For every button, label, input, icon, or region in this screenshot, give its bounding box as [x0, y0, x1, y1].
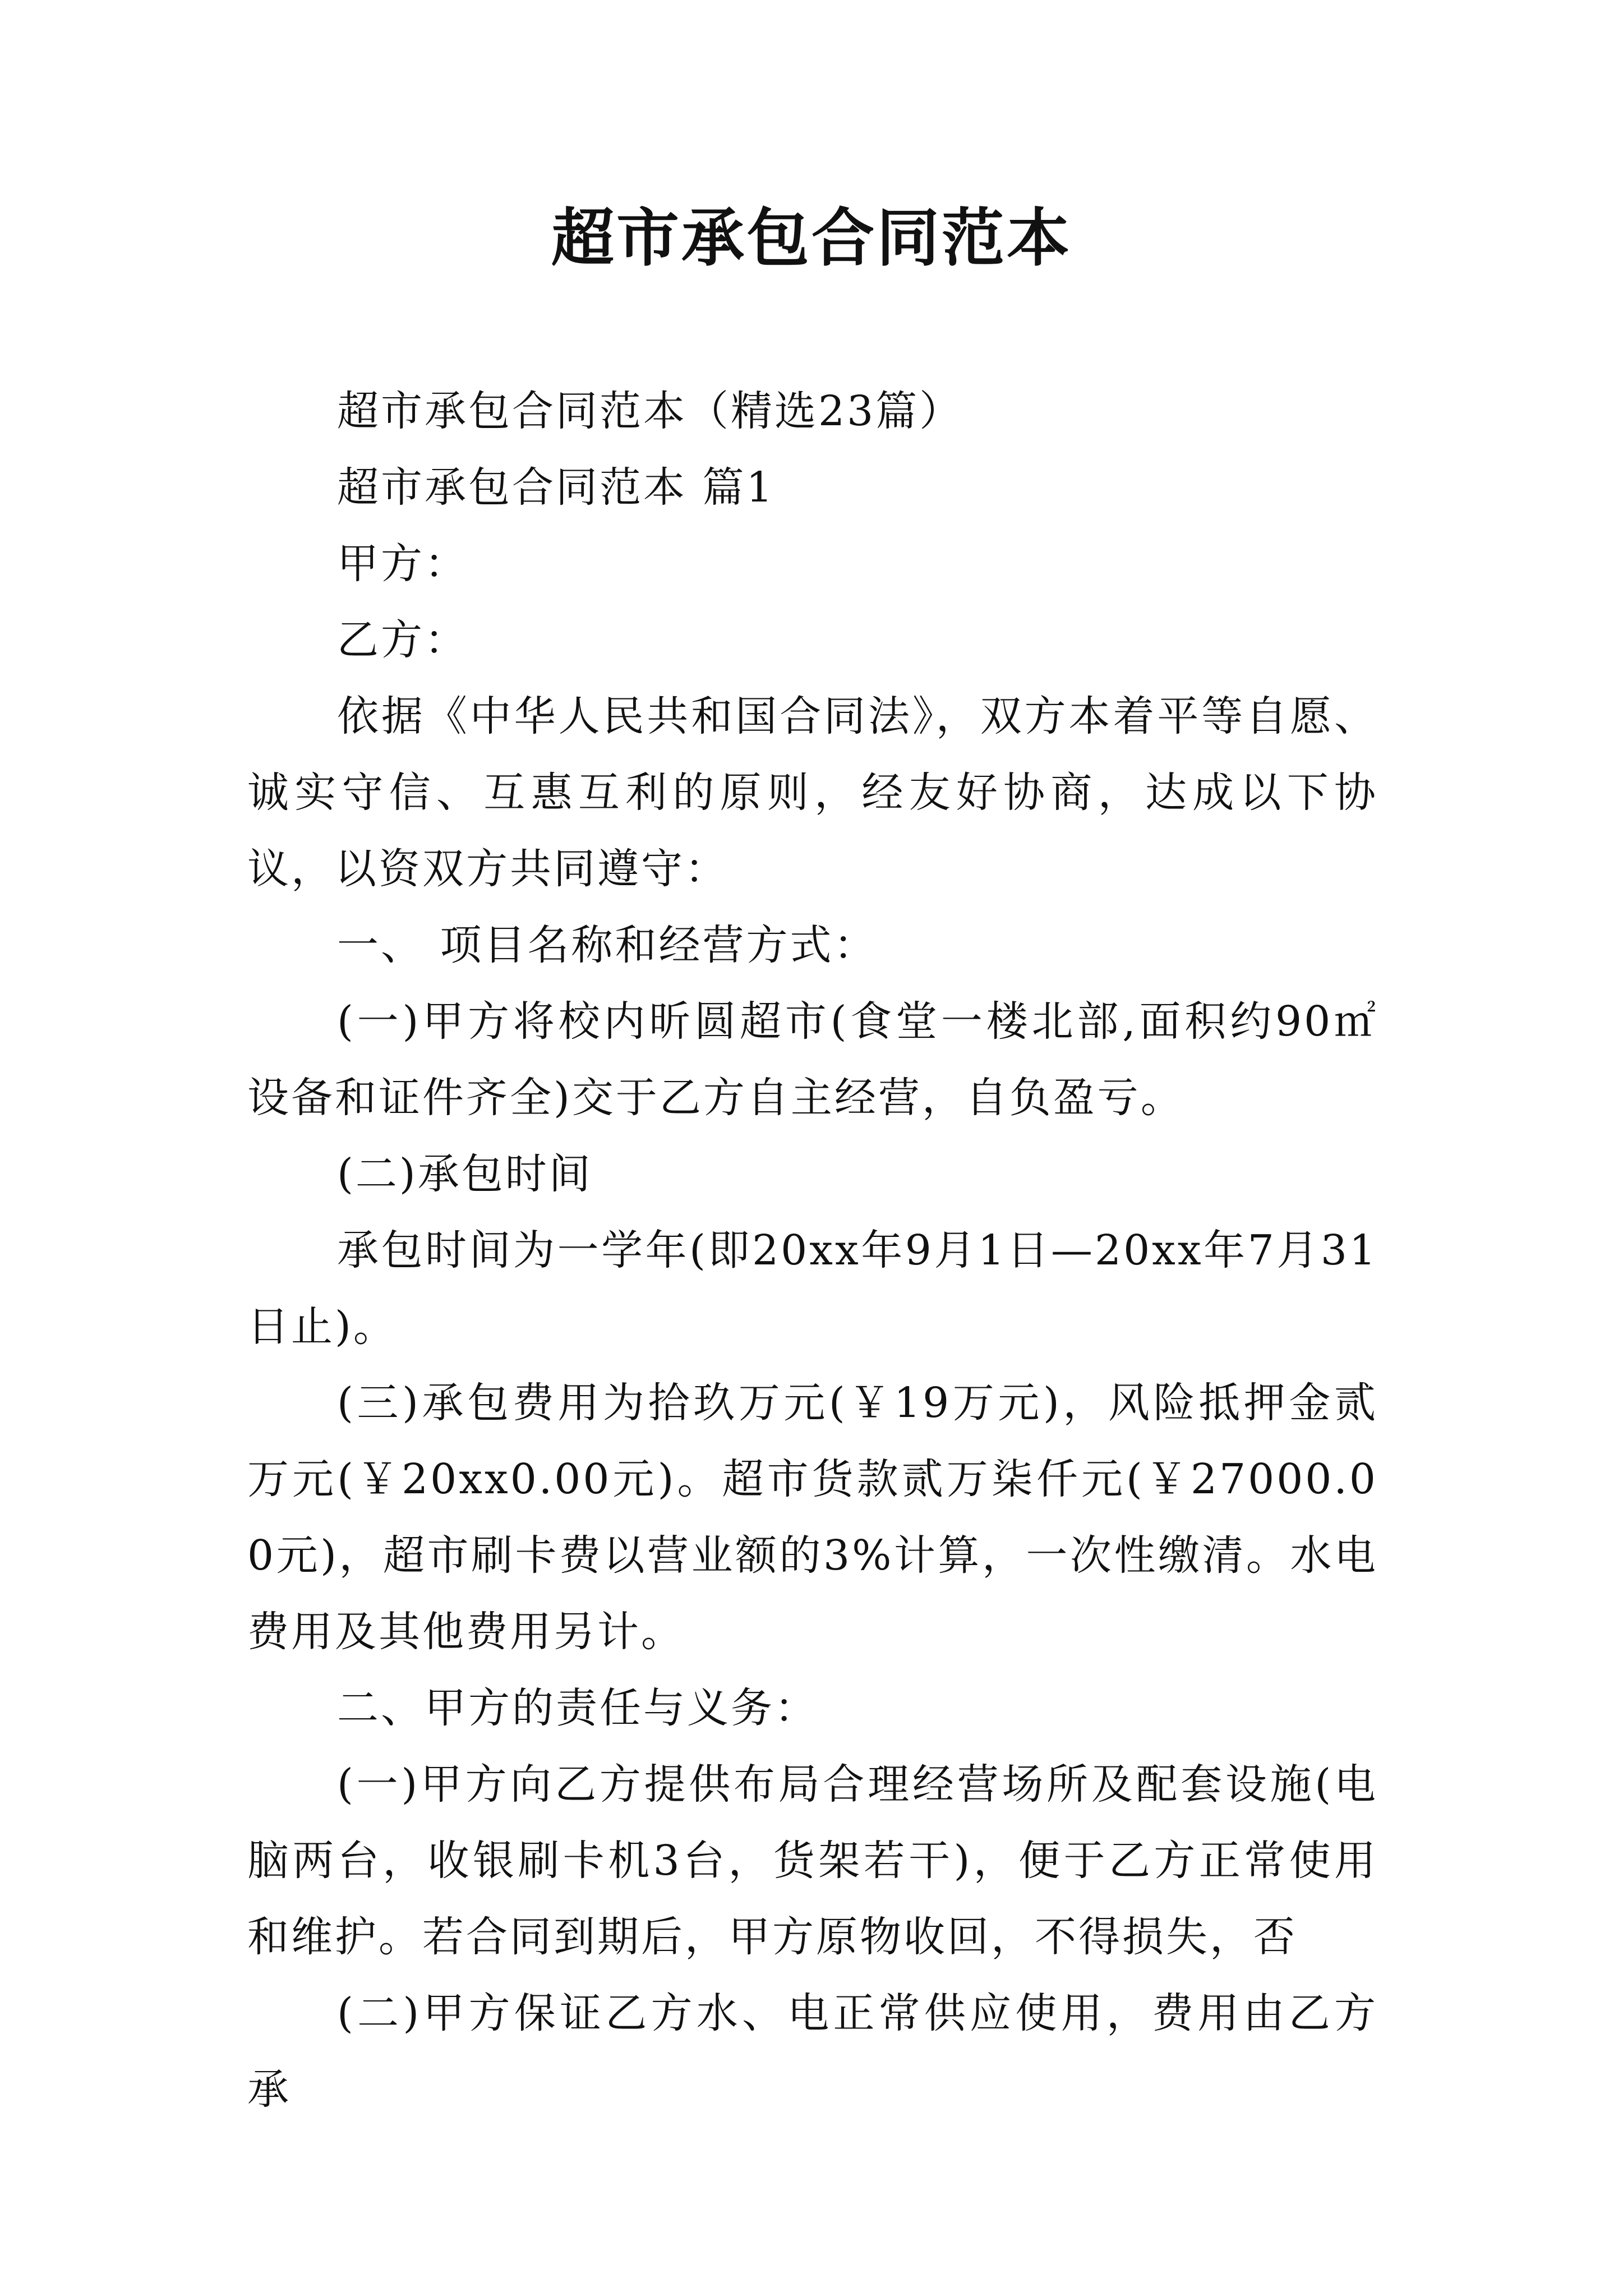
- paragraph-clause-1-2-heading: (二)承包时间: [337, 1150, 593, 1198]
- paragraph-clause-2-2: (二)甲方保证乙方水、电正常供应使用，费用由乙方承: [247, 1989, 1378, 2114]
- paragraph-clause-1-2-body: 承包时间为一学年(即20xx年9月1日—20xx年7月31日止)。: [247, 1226, 1378, 1351]
- paragraph-clause-1-heading: 一、 项目名称和经营方式：: [337, 921, 878, 969]
- paragraph-clause-1-3: (三)承包费用为拾玖万元(￥19万元)，风险抵押金贰万元(￥20xx0.00元)。超市货款贰万柒仟元(￥27000.00元)，超市刷卡费以营业额的3%计算，一次性缴清。水电费用及其他费用另计。: [247, 1379, 1378, 1656]
- document-title: 超市承包合同范本: [551, 201, 1072, 275]
- paragraph-subtitle: 超市承包合同范本（精选23篇）: [337, 387, 963, 435]
- paragraph-section-heading: 超市承包合同范本 篇1: [337, 463, 775, 512]
- document-body: [247, 373, 1378, 2128]
- paragraph-clause-1-1: (一)甲方将校内昕圆超市(食堂一楼北部,面积约90㎡设备和证件齐全)交于乙方自主经营，自负盈亏。: [247, 997, 1378, 1122]
- paragraph-party-b: 乙方：: [337, 616, 468, 664]
- paragraph-party-a: 甲方：: [337, 540, 468, 588]
- paragraph-clause-2-1: (一)甲方向乙方提供布局合理经营场所及配套设施(电脑两台，收银刷卡机3台，货架若干)，便于乙方正常使用和维护。若合同到期后，甲方原物收回，不得损失，否: [247, 1760, 1378, 1961]
- paragraph-preamble: 依据《中华人民共和国合同法》，双方本着平等自愿、诚实守信、互惠互利的原则，经友好协商，达成以下协议，以资双方共同遵守：: [247, 692, 1378, 893]
- paragraph-clause-2-heading: 二、甲方的责任与义务：: [337, 1684, 818, 1732]
